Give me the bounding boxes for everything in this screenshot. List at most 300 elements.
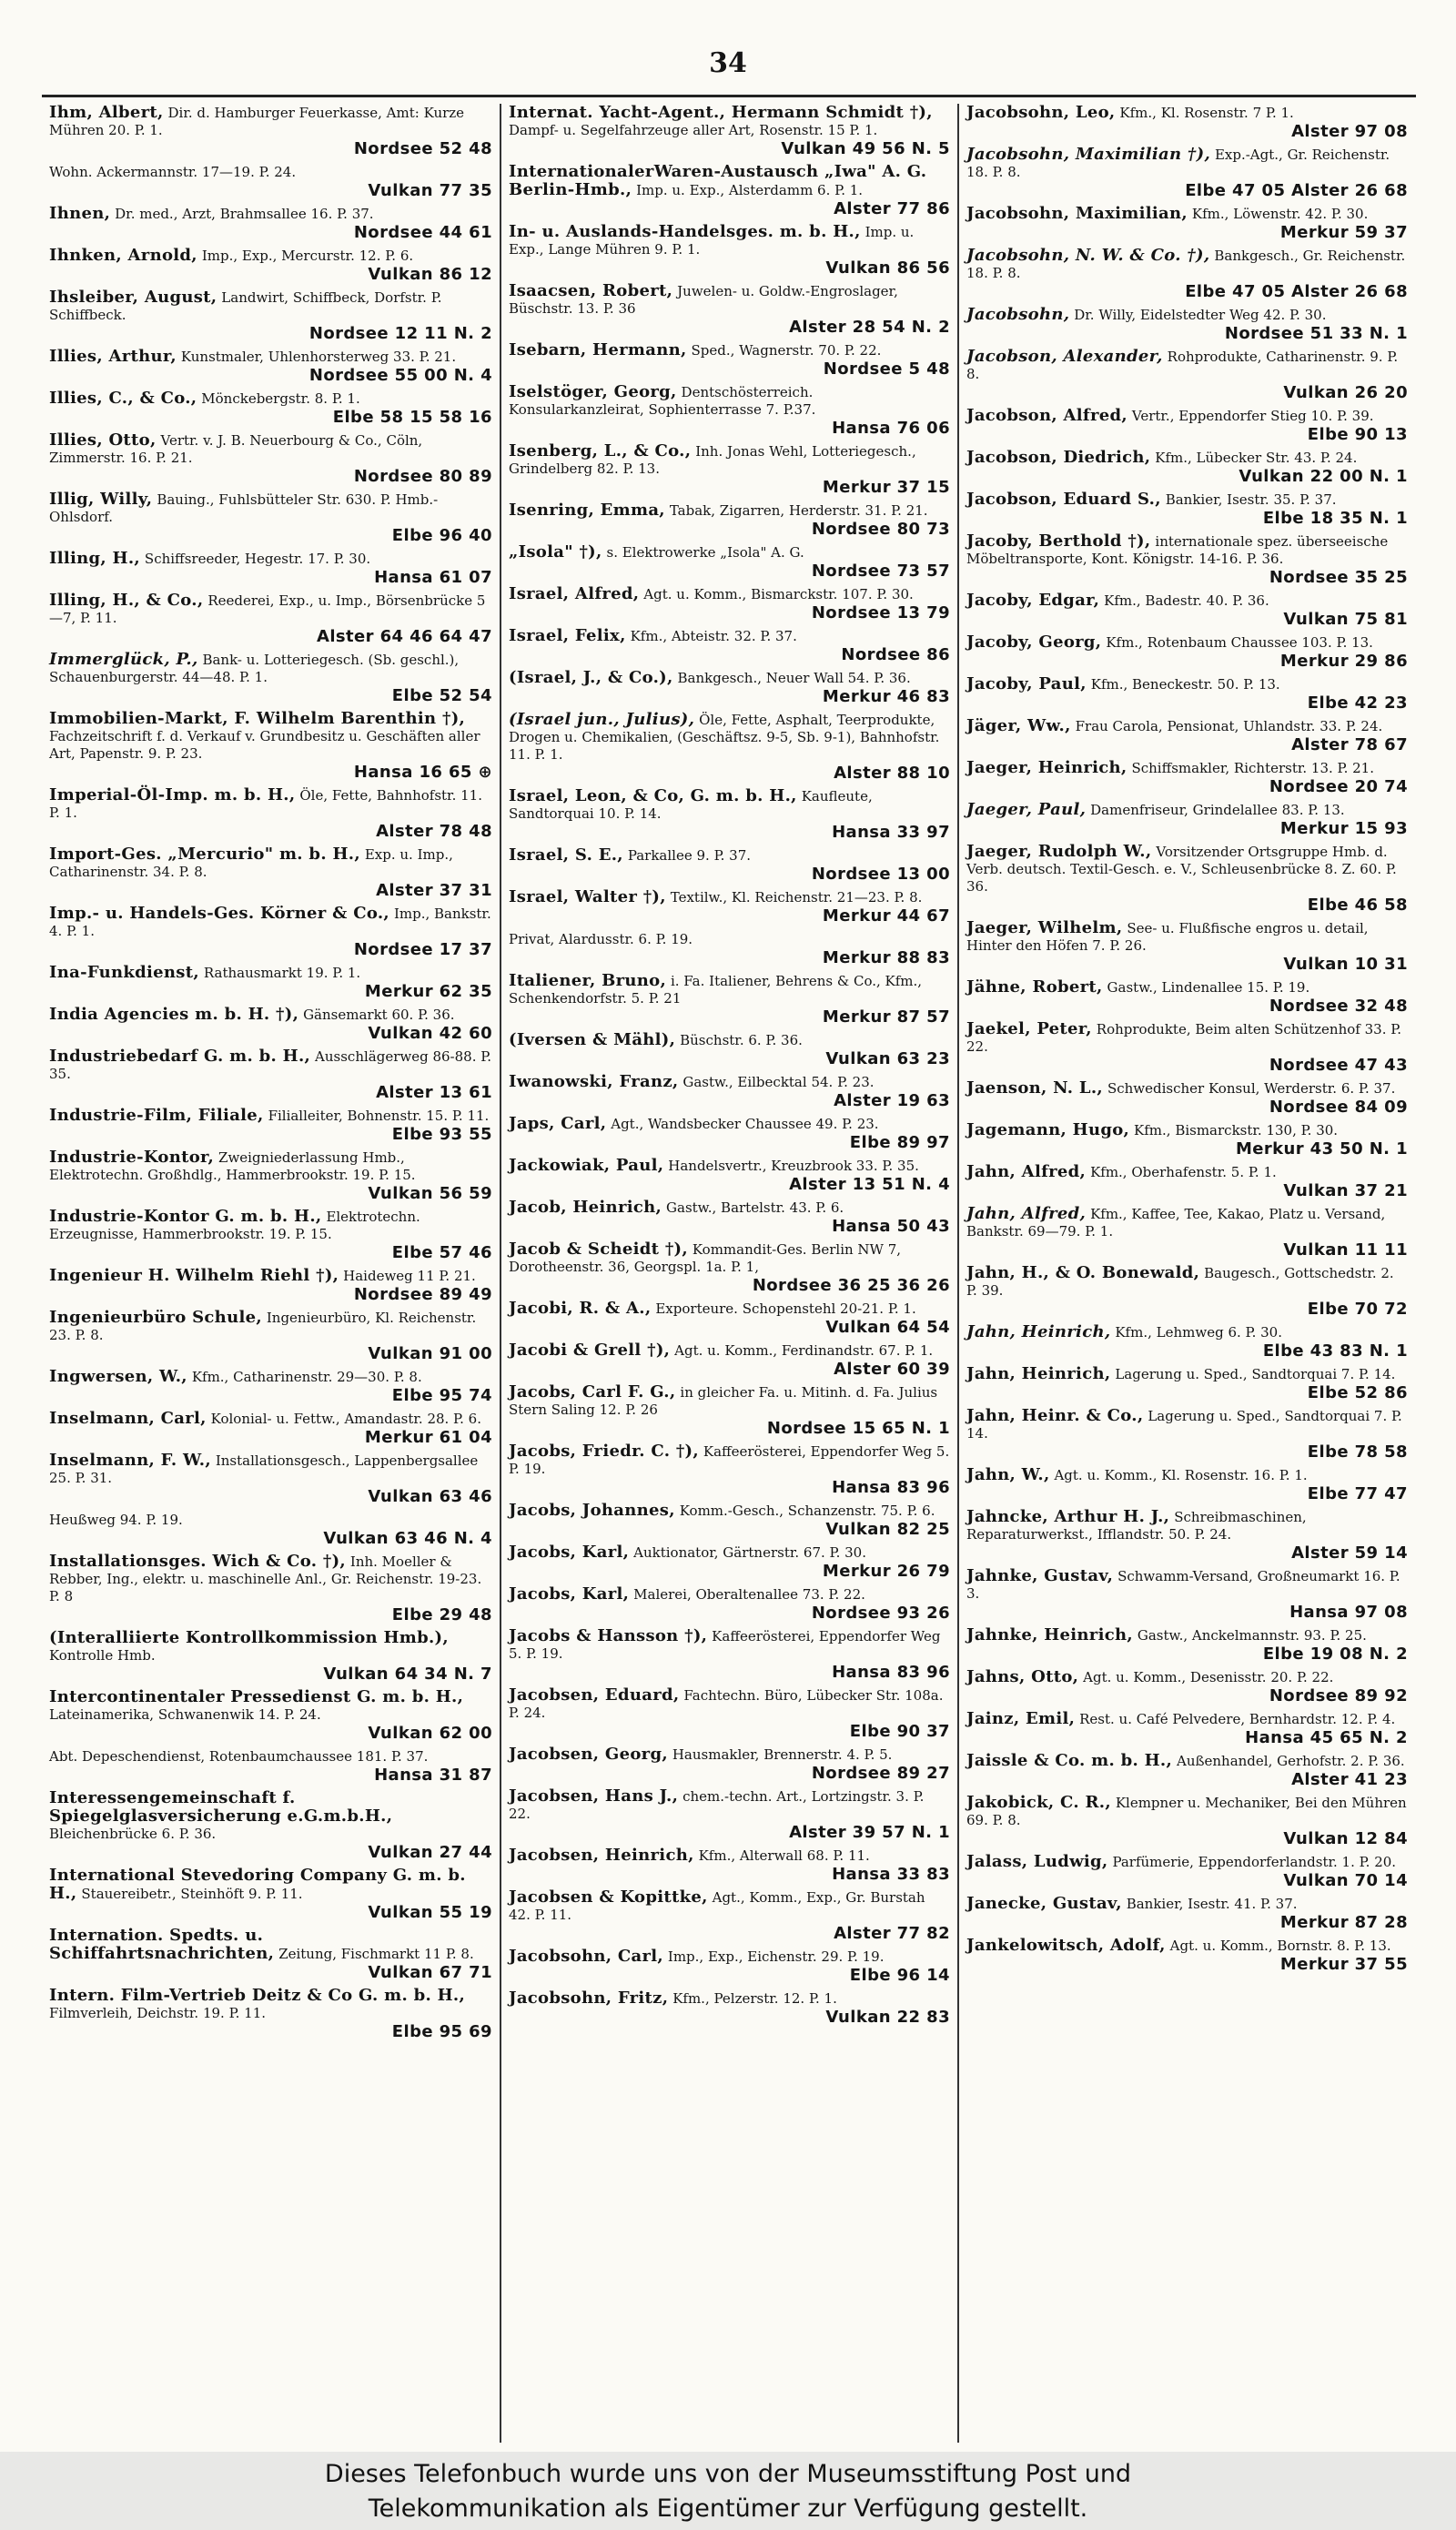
entry-description: Handelsvertr., Kreuzbrook 33. P. 35.	[668, 1158, 919, 1174]
entry-phone: Nordsee 51 33 N. 1	[1224, 324, 1408, 343]
entry-description: Lateinamerika, Schwanenwik 14. P. 24.	[49, 1706, 321, 1723]
entry-description: Abt. Depeschendienst, Rotenbaumchaussee 181. P. 37.	[49, 1748, 429, 1765]
entry-name: Industriebedarf G. m. b. H.,	[49, 1047, 311, 1066]
entry-description: Schiffsreeder, Hegestr. 17. P. 30.	[144, 551, 371, 567]
entry-phone: Merkur 15 93	[1279, 819, 1408, 838]
directory-entry	[49, 1006, 492, 1043]
entry-name: Jahns, Otto,	[966, 1667, 1079, 1686]
directory-entry	[49, 1747, 492, 1785]
entry-description: Heußweg 94. P. 19.	[49, 1512, 183, 1528]
entry-name: Jacobsen, Georg,	[509, 1745, 668, 1764]
entry-description: Imp. u. Exp., Lange Mühren 9. P. 1.	[509, 224, 915, 258]
entry-name: Ihnen,	[49, 204, 111, 223]
entry-description: Filialleiter, Bohnenstr. 15. P. 11.	[268, 1108, 490, 1124]
directory-entry	[966, 633, 1408, 671]
entry-phone: Merkur 62 35	[364, 982, 492, 1001]
entry-phone: Nordsee 5 48	[823, 359, 950, 379]
entry-phone: Alster 97 08	[1291, 122, 1408, 141]
directory-entry	[966, 1020, 1408, 1075]
directory-entry	[966, 532, 1408, 587]
entry-description: Agt., Wandsbecker Chaussee 49. P. 23.	[611, 1116, 879, 1132]
entry-phone: Elbe 47 05 Alster 26 68	[1185, 282, 1408, 301]
entry-name: Jagemann, Hugo,	[966, 1120, 1130, 1139]
entry-phone: Vulkan 22 83	[825, 2008, 950, 2027]
entry-description: Schwedischer Konsul, Werderstr. 6. P. 37.	[1107, 1080, 1396, 1097]
entry-phone: Merkur 61 04	[364, 1428, 492, 1447]
directory-entry	[966, 1853, 1408, 1890]
entry-name: Industrie-Film, Filiale,	[49, 1106, 264, 1125]
entry-phone: Vulkan 12 84	[1283, 1829, 1408, 1848]
directory-entry	[966, 592, 1408, 629]
directory-entry	[509, 888, 950, 926]
entry-description: s. Elektrowerke „Isola" A. G.	[606, 544, 804, 561]
entry-description: Kfm., Alterwall 68. P. 11.	[698, 1847, 870, 1864]
entry-name: Jaeger, Rudolph W.,	[966, 842, 1152, 861]
entry-name: Jacobsohn, Carl,	[509, 1947, 663, 1966]
entry-phone: Vulkan 10 31	[1283, 955, 1408, 974]
entry-description: in gleicher Fa. u. Mitinh. d. Fa. Julius Stern Saling 12. P. 26	[509, 1384, 938, 1418]
entry-phone: Elbe 52 86	[1307, 1383, 1408, 1402]
entry-phone: Nordsee 12 11 N. 2	[308, 324, 492, 343]
entry-description: Kfm., Kaffee, Tee, Kakao, Platz u. Versand, Bankstr. 69—79. P. 1.	[966, 1206, 1386, 1240]
directory-entry	[49, 1208, 492, 1262]
entry-name: Jacobs, Johannes,	[509, 1501, 675, 1520]
entry-phone: Merkur 37 55	[1279, 1955, 1408, 1974]
directory-entry	[966, 1668, 1408, 1705]
entry-name: Industrie-Kontor,	[49, 1148, 215, 1167]
entry-phone: Nordsee 17 37	[353, 940, 492, 959]
entry-phone: Nordsee 35 25	[1269, 568, 1408, 587]
entry-name: Jahnke, Heinrich,	[966, 1625, 1133, 1644]
entry-name: Jacobson, Alexander,	[966, 347, 1163, 366]
entry-description: Vertr., Eppendorfer Stieg 10. P. 39.	[1131, 408, 1374, 424]
entry-description: Vertr. v. J. B. Neuerbourg & Co., Cöln, Zimmerstr. 16. P. 21.	[49, 432, 423, 466]
entry-phone: Elbe 96 40	[391, 526, 492, 545]
entry-phone: Nordsee 89 27	[811, 1764, 950, 1783]
entry-phone: Alster 78 67	[1291, 735, 1408, 754]
entry-phone: Nordsee 44 61	[353, 223, 492, 242]
directory-entry	[49, 1267, 492, 1304]
directory-entry	[509, 1341, 950, 1379]
entry-phone: Elbe 58 15 58 16	[332, 408, 492, 427]
entry-description: Öle, Fette, Bahnhofstr. 11. P. 1.	[49, 787, 482, 821]
entry-phone: Vulkan 26 20	[1283, 383, 1408, 402]
directory-entry	[509, 442, 950, 497]
entry-name: Imperial-Öl-Imp. m. b. H.,	[49, 785, 296, 805]
directory-entry	[49, 390, 492, 427]
directory-entry	[966, 1407, 1408, 1462]
directory-entry	[49, 1149, 492, 1203]
directory-entry	[966, 717, 1408, 754]
entry-phone: Alster 39 57 N. 1	[789, 1823, 950, 1842]
directory-entry	[509, 282, 950, 337]
entry-description: Parfümerie, Eppendorferlandstr. 1. P. 20.	[1112, 1854, 1397, 1870]
entry-phone: Hansa 45 65 N. 2	[1245, 1728, 1408, 1747]
entry-phone: Alster 60 39	[834, 1360, 950, 1379]
entry-name: Ihsleiber, August,	[49, 288, 217, 307]
entry-name: Jaeger, Wilhelm,	[966, 918, 1123, 937]
entry-description: Zeitung, Fischmarkt 11 P. 8.	[278, 1946, 474, 1962]
entry-description: Fachzeitschrift f. d. Verkauf v. Grundbesitz u. Geschäften aller Art, Papenstr. 9. P. 23.	[49, 728, 480, 762]
entry-phone: Alster 19 63	[834, 1091, 950, 1110]
entry-phone: Elbe 95 69	[391, 2022, 492, 2041]
directory-entry	[49, 348, 492, 385]
entry-description: Inh. Moeller & Rebber, Ing., elektr. u. maschinelle Anl., Gr. Reichenstr. 19-23. P. 8	[49, 1553, 482, 1604]
entry-description: Hausmakler, Brennerstr. 4. P. 5.	[672, 1746, 893, 1763]
entry-description: Auktionator, Gärtnerstr. 67. P. 30.	[633, 1544, 866, 1561]
entry-name: Internation. Spedts. u. Schiffahrtsnachrichten,	[49, 1926, 275, 1963]
directory-entry	[966, 104, 1408, 141]
entry-phone: Elbe 47 05 Alster 26 68	[1185, 181, 1408, 200]
entry-description: Kfm., Badestr. 40. P. 36.	[1104, 592, 1269, 609]
entry-phone: Nordsee 55 00 N. 4	[308, 366, 492, 385]
entry-name: Jacobson, Diedrich,	[966, 448, 1151, 467]
directory-entry	[49, 1688, 492, 1743]
entry-description: Dr. Willy, Eidelstedter Weg 42. P. 30.	[1074, 307, 1327, 323]
entry-description: Rest. u. Café Pelvedere, Bernhardstr. 12. P. 4.	[1079, 1711, 1396, 1727]
directory-entry	[49, 592, 492, 646]
entry-name: Israel, Leon, & Co, G. m. b. H.,	[509, 786, 797, 805]
entry-phone: Elbe 70 72	[1307, 1300, 1408, 1319]
entry-name: Industrie-Kontor G. m. b. H.,	[49, 1207, 322, 1226]
directory-entry	[509, 1240, 950, 1295]
directory-entry	[49, 786, 492, 841]
entry-phone: Vulkan 70 14	[1283, 1871, 1408, 1890]
entry-phone: Alster 78 48	[376, 822, 492, 841]
entry-phone: Hansa 83 96	[832, 1478, 950, 1497]
directory-entry	[49, 1789, 492, 1862]
entry-description: Kolonial- u. Fettw., Amandastr. 28. P. 6.	[210, 1411, 481, 1427]
directory-entry	[49, 1987, 492, 2041]
entry-name: Illing, H., & Co.,	[49, 591, 204, 610]
entry-name: Isenring, Emma,	[509, 501, 665, 520]
entry-phone: Vulkan 49 56 N. 5	[781, 139, 950, 158]
directory-entry	[966, 843, 1408, 915]
entry-phone: Merkur 87 28	[1279, 1913, 1408, 1932]
directory-entry	[509, 711, 950, 783]
entry-name: Jacoby, Paul,	[966, 674, 1087, 693]
entry-phone: Nordsee 13 79	[811, 603, 950, 622]
directory-entry	[509, 1543, 950, 1581]
directory-entry	[509, 543, 950, 581]
entry-phone: Nordsee 80 89	[353, 467, 492, 486]
directory-entry	[509, 383, 950, 438]
directory-entry	[509, 585, 950, 622]
entry-phone: Elbe 57 46	[391, 1243, 492, 1262]
directory-entry	[509, 1627, 950, 1682]
directory-entry	[49, 104, 492, 158]
entry-phone: Vulkan 91 00	[368, 1344, 492, 1363]
entry-name: Immobilien-Markt, F. Wilhelm Barenthin †),	[49, 709, 466, 728]
directory-entry	[509, 1502, 950, 1539]
entry-name: (Israel jun., Julius),	[509, 710, 695, 729]
entry-name: Jaeger, Paul,	[966, 800, 1087, 819]
entry-description: Inh. Jonas Wehl, Lotteriegesch., Grindelberg 82. P. 13.	[509, 443, 916, 477]
column-2	[500, 104, 957, 2443]
directory-entry	[509, 1787, 950, 1842]
entry-name: Israel, S. E.,	[509, 845, 623, 865]
entry-phone: Merkur 26 79	[822, 1562, 950, 1581]
directory-entry	[966, 1895, 1408, 1932]
entry-phone: Elbe 19 08 N. 2	[1262, 1644, 1408, 1664]
entry-description: Exp. u. Imp., Catharinenstr. 34. P. 8.	[49, 846, 453, 880]
entry-phone: Alster 28 54 N. 2	[789, 318, 950, 337]
entry-name: Jahn, W.,	[966, 1465, 1050, 1484]
entry-description: Frau Carola, Pensionat, Uhlandstr. 33. P. 24.	[1075, 718, 1383, 734]
entry-description: Ausschlägerweg 86-88. P. 35.	[49, 1048, 492, 1082]
entry-phone: Elbe 95 74	[391, 1386, 492, 1405]
entry-phone: Elbe 89 97	[849, 1133, 950, 1152]
entry-description: Rohprodukte, Catharinenstr. 9. P. 8.	[966, 349, 1399, 382]
directory-entry	[509, 1300, 950, 1337]
entry-name: Jacobsen, Heinrich,	[509, 1846, 694, 1865]
entry-name: Iwanowski, Franz,	[509, 1072, 679, 1091]
entry-phone: Nordsee 93 26	[811, 1604, 950, 1623]
entry-phone: Elbe 78 58	[1307, 1442, 1408, 1462]
directory-entry	[509, 1383, 950, 1438]
entry-phone: Vulkan 77 35	[368, 181, 492, 200]
entry-name: Jacobsen, Hans J.,	[509, 1786, 679, 1806]
entry-description: Gänsemarkt 60. P. 36.	[303, 1007, 455, 1023]
entry-name: Jahn, Heinrich,	[966, 1364, 1111, 1383]
entry-phone: Nordsee 89 49	[353, 1285, 492, 1304]
directory-entry	[49, 1511, 492, 1548]
entry-phone: Alster 13 61	[376, 1083, 492, 1102]
entry-phone: Hansa 33 83	[832, 1865, 950, 1884]
entry-description: Kfm., Löwenstr. 42. P. 30.	[1191, 206, 1369, 222]
entry-phone: Alster 64 46 64 47	[317, 627, 492, 646]
directory-entry	[49, 288, 492, 343]
entry-name: Ina-Funkdienst,	[49, 963, 199, 982]
entry-name: Jacob, Heinrich,	[509, 1198, 662, 1217]
directory-entry	[49, 491, 492, 545]
directory-entry	[966, 1264, 1408, 1319]
entry-name: Illies, C., & Co.,	[49, 389, 197, 408]
entry-name: Israel, Alfred,	[509, 584, 640, 603]
entry-description: Imp., Exp., Eichenstr. 29. P. 19.	[667, 1948, 885, 1965]
directory-entry	[966, 675, 1408, 713]
directory-entry	[509, 1442, 950, 1497]
entry-name: Jackowiak, Paul,	[509, 1156, 664, 1175]
entry-name: Jacoby, Edgar,	[966, 591, 1100, 610]
entry-description: Lagerung u. Sped., Sandtorquai 7. P. 14.	[1115, 1366, 1396, 1382]
entry-description: Vorsitzender Ortsgruppe Hmb. d. Verb. deutsch. Textil-Gesch. e. V., Schleusenbrücke 8. Z. 60. P. 36.	[966, 844, 1397, 895]
entry-description: Textilw., Kl. Reichenstr. 21—23. P. 8.	[670, 889, 923, 906]
entry-name: Jaissle & Co. m. b. H.,	[966, 1751, 1173, 1770]
entry-phone: Vulkan 64 54	[825, 1318, 950, 1337]
entry-name: Israel, Felix,	[509, 626, 626, 645]
entry-phone: Nordsee 32 48	[1269, 997, 1408, 1016]
entry-description: Kfm., Lehmweg 6. P. 30.	[1115, 1324, 1282, 1341]
entry-phone: Vulkan 82 25	[825, 1520, 950, 1539]
entry-phone: Vulkan 56 59	[368, 1184, 492, 1203]
entry-name: Immerglück, P.,	[49, 650, 198, 669]
directory-entry	[966, 146, 1408, 200]
entry-phone: Vulkan 22 00 N. 1	[1239, 467, 1408, 486]
entry-description: Gastw., Bartelstr. 43. P. 6.	[666, 1199, 844, 1216]
page-number: 34	[709, 47, 747, 79]
entry-description: Landwirt, Schiffbeck, Dorfstr. P. Schiffbeck.	[49, 289, 442, 323]
entry-description: Gastw., Lindenallee 15. P. 19.	[1107, 979, 1310, 996]
directory-entry	[509, 846, 950, 884]
entry-name: Interessengemeinschaft f. Spiegelglasversicherung e.G.m.b.H.,	[49, 1788, 393, 1826]
directory-entry	[49, 1047, 492, 1102]
entry-phone: Nordsee 86	[841, 645, 950, 664]
entry-phone: Elbe 18 35 N. 1	[1262, 509, 1408, 528]
entry-description: Bankgesch., Gr. Reichenstr. 18. P. 8.	[966, 248, 1406, 281]
footer-line-1: Dieses Telefonbuch wurde uns von der Museumsstiftung Post und	[324, 2460, 1132, 2488]
entry-phone: Nordsee 15 65 N. 1	[766, 1419, 950, 1438]
entry-description: Kaffeerösterei, Eppendorfer Weg 5. P. 19.	[509, 1443, 950, 1477]
entry-name: Intercontinentaler Pressedienst G. m. b. H.,	[49, 1687, 464, 1706]
entry-name: Import-Ges. „Mercurio" m. b. H.,	[49, 845, 360, 864]
entry-name: Jahncke, Arthur H. J.,	[966, 1507, 1170, 1526]
directory-entry	[966, 306, 1408, 343]
entry-phone: Elbe 77 47	[1307, 1484, 1408, 1503]
entry-description: Ingenieurbüro, Kl. Reichenstr. 23. P. 8.	[49, 1310, 477, 1343]
entry-description: Wohn. Ackermannstr. 17—19. P. 24.	[49, 164, 297, 180]
footer-notice	[0, 2452, 1456, 2530]
entry-phone: Elbe 90 13	[1307, 425, 1408, 444]
entry-description: Dr. med., Arzt, Brahmsallee 16. P. 37.	[115, 206, 374, 222]
entry-name: International Stevedoring Company G. m. b. H.,	[49, 1866, 466, 1903]
directory-entry	[966, 491, 1408, 528]
directory-entry	[49, 964, 492, 1001]
entry-description: Stauereibetr., Steinhöft 9. P. 11.	[81, 1886, 303, 1902]
directory-entry	[49, 163, 492, 200]
entry-description: Imp. u. Exp., Alsterdamm 6. P. 1.	[636, 182, 864, 198]
entry-name: Intern. Film-Vertrieb Deitz & Co G. m. b. H.,	[49, 1986, 466, 2005]
directory-entry	[966, 1079, 1408, 1117]
entry-phone: Nordsee 36 25 36 26	[752, 1276, 950, 1295]
entry-name: Ihnken, Arnold,	[49, 246, 197, 265]
entry-name: Ingenieur H. Wilhelm Riehl †),	[49, 1266, 339, 1285]
directory-entry	[509, 669, 950, 706]
entry-description: Agt. u. Komm., Kl. Rosenstr. 16. P. 1.	[1054, 1467, 1308, 1483]
entry-description: Rathausmarkt 19. P. 1.	[203, 965, 361, 981]
directory-entry	[49, 1629, 492, 1684]
entry-description: Kfm., Oberhafenstr. 5. P. 1.	[1090, 1164, 1277, 1180]
directory-entry	[966, 1121, 1408, 1159]
entry-name: Iselstöger, Georg,	[509, 382, 677, 401]
entry-name: Jahn, H., & O. Bonewald,	[966, 1263, 1200, 1282]
directory-entry	[509, 1888, 950, 1943]
entry-description: Bauing., Fuhlsbütteler Str. 630. P. Hmb.-Ohlsdorf.	[49, 491, 439, 525]
entry-description: Dir. d. Hamburger Feuerkasse, Amt: Kurze Mühren 20. P. 1.	[49, 105, 465, 138]
directory-entry	[966, 1205, 1408, 1260]
entry-phone: Vulkan 63 46	[368, 1487, 492, 1506]
entry-name: Jaeger, Heinrich,	[966, 758, 1127, 777]
entry-phone: Nordsee 52 48	[353, 139, 492, 158]
column-1	[42, 104, 500, 2443]
directory-entry	[509, 1686, 950, 1741]
directory-entry	[509, 1746, 950, 1783]
entry-phone: Vulkan 42 60	[368, 1024, 492, 1043]
entry-name: Japs, Carl,	[509, 1114, 607, 1133]
entry-phone: Merkur 29 86	[1279, 652, 1408, 671]
entry-phone: Nordsee 73 57	[811, 562, 950, 581]
entry-description: Komm.-Gesch., Schanzenstr. 75. P. 6.	[679, 1503, 935, 1519]
entry-description: Elektrotechn. Erzeugnisse, Hammerbrookstr. 19. P. 15.	[49, 1209, 420, 1242]
entry-description: Privat, Alardusstr. 6. P. 19.	[509, 931, 693, 947]
directory-entry	[509, 1948, 950, 1985]
entry-name: Illies, Otto,	[49, 430, 157, 450]
entry-name: Jacobsohn, N. W. & Co. †),	[966, 246, 1210, 265]
entry-description: Exporteure. Schopenstehl 20-21. P. 1.	[655, 1300, 916, 1317]
entry-name: Israel, Walter †),	[509, 887, 666, 906]
entry-name: Jacobi, R. & A.,	[509, 1299, 652, 1318]
directory-entry	[49, 905, 492, 959]
entry-name: Jacob & Scheidt †),	[509, 1240, 688, 1259]
entry-phone: Hansa 16 65 ⊕	[353, 763, 492, 782]
entry-description: Klempner u. Mechaniker, Bei den Mühren 69. P. 8.	[966, 1795, 1407, 1828]
directory-entry	[49, 1368, 492, 1405]
entry-phone: Vulkan 27 44	[368, 1843, 492, 1862]
entry-description: Rohprodukte, Beim alten Schützenhof 33. P. 22.	[966, 1021, 1402, 1055]
entry-description: See- u. Flußfische engros u. detail, Hinter den Höfen 7. P. 26.	[966, 920, 1369, 954]
directory-entry	[509, 627, 950, 664]
entry-name: Jacobson, Alfred,	[966, 406, 1127, 425]
entry-phone: Hansa 76 06	[832, 419, 950, 438]
entry-name: Jäger, Ww.,	[966, 716, 1071, 735]
directory-entry	[49, 1553, 492, 1624]
directory-entry	[49, 550, 492, 587]
entry-name: Jalass, Ludwig,	[966, 1852, 1108, 1871]
entry-description: Kommandit-Ges. Berlin NW 7, Dorotheenstr. 36, Georgspl. 1a. P. 1,	[509, 1241, 902, 1275]
entry-phone: Elbe 96 14	[849, 1966, 950, 1985]
directory-entry	[966, 1508, 1408, 1563]
entry-phone: Nordsee 89 92	[1269, 1686, 1408, 1705]
entry-phone: Hansa 83 96	[832, 1663, 950, 1682]
entry-description: Agt. u. Komm., Ferdinandstr. 67. P. 1.	[674, 1342, 934, 1359]
entry-description: Mönckebergstr. 8. P. 1.	[201, 390, 360, 407]
entry-name: Imp.- u. Handels-Ges. Körner & Co.,	[49, 904, 389, 923]
entry-phone: Vulkan 86 12	[368, 265, 492, 284]
directory-entry	[966, 759, 1408, 796]
entry-phone: Elbe 93 55	[391, 1125, 492, 1144]
entry-phone: Alster 88 10	[834, 764, 950, 783]
entry-name: Installationsges. Wich & Co. †),	[49, 1552, 346, 1571]
directory-entry	[966, 1163, 1408, 1200]
entry-phone: Merkur 46 83	[822, 687, 950, 706]
entry-phone: Alster 13 51 N. 4	[789, 1175, 950, 1194]
entry-description: Kunstmaler, Uhlenhorsterweg 33. P. 21.	[180, 349, 457, 365]
directory-entry	[966, 1626, 1408, 1664]
footer-line-2: Telekommunikation als Eigentümer zur Verfügung gestellt.	[368, 2495, 1088, 2523]
entry-phone: Merkur 37 15	[822, 478, 950, 497]
entry-name: Jacobsohn,	[966, 305, 1070, 324]
entry-phone: Merkur 44 67	[822, 906, 950, 926]
entry-description: Kaffeerösterei, Eppendorfer Weg 5. P. 19.	[509, 1628, 941, 1662]
directory-entry	[509, 930, 950, 967]
entry-description: Exp.-Agt., Gr. Reichenstr. 18. P. 8.	[966, 147, 1390, 180]
entry-name: Jankelowitsch, Adolf,	[966, 1936, 1166, 1955]
entry-description: Reederei, Exp., u. Imp., Börsenbrücke 5—7, P. 11.	[49, 592, 486, 626]
entry-description: Haideweg 11 P. 21.	[343, 1268, 476, 1284]
entry-phone: Elbe 46 58	[1307, 896, 1408, 915]
entry-name: Isebarn, Hermann,	[509, 340, 687, 359]
entry-name: Jacoby, Berthold †),	[966, 531, 1151, 551]
entry-name: Ingenieurbüro Schule,	[49, 1308, 262, 1327]
entry-phone: Merkur 87 57	[822, 1007, 950, 1027]
entry-phone: Elbe 43 83 N. 1	[1262, 1341, 1408, 1361]
entry-phone: Vulkan 75 81	[1283, 610, 1408, 629]
directory-entry	[966, 1323, 1408, 1361]
entry-phone: Vulkan 11 11	[1283, 1240, 1408, 1260]
entry-name: Jacobs & Hansson †),	[509, 1626, 708, 1645]
entry-name: Illing, H.,	[49, 549, 140, 568]
entry-description: Schreibmaschinen, Reparaturwerkst., Ifflandstr. 50. P. 24.	[966, 1509, 1307, 1543]
